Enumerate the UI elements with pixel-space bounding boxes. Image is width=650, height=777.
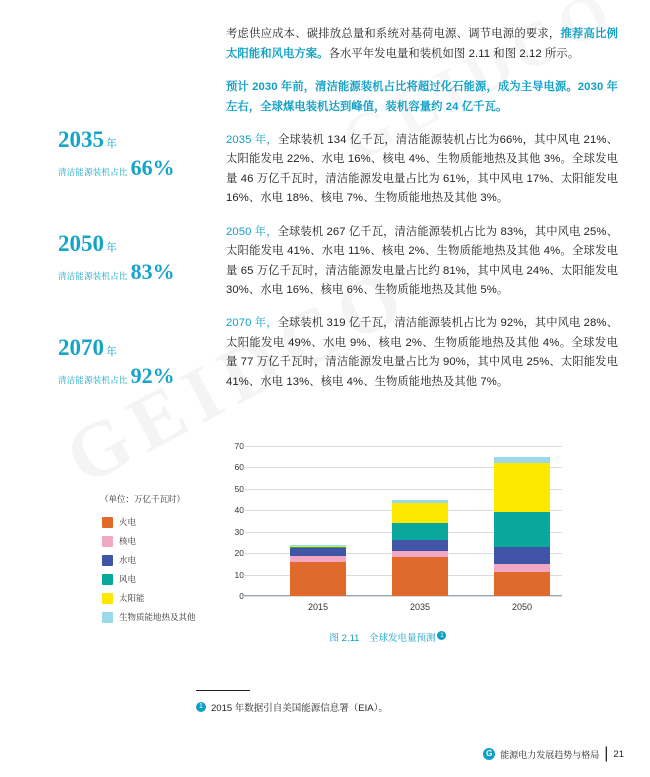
stats-column — [58, 128, 208, 440]
stat-label-2035: 清洁能源装机占比 — [58, 167, 128, 177]
chart-bar-2015 — [290, 545, 346, 596]
footer-page-number: 21 — [613, 748, 624, 760]
chart-legend-swatch-火电 — [102, 517, 113, 528]
footnote-text: 2015 年数据引自美国能源信息署（EIA）。 — [211, 703, 388, 714]
stat-year-group-2035 — [58, 128, 208, 152]
stat-percent-2070: 92% — [130, 363, 175, 388]
chart-y-tick: 0 — [239, 591, 244, 601]
chart-segment-火电 — [290, 562, 346, 596]
chart-y-tick: 20 — [234, 548, 244, 559]
chart-segment-火电 — [494, 572, 550, 596]
stat-label-2050: 清洁能源装机占比 — [58, 271, 128, 281]
chart-legend-swatch-太阳能 — [102, 593, 113, 604]
chart-x-label-2015: 2015 — [307, 602, 329, 612]
paragraph-3-run-2: 全球装机 134 亿千瓦，清洁能源装机占比为66%，其中风电 21%、太阳能发电 22%、水电 16%、核电 4%、生物质能地热及其他 3%。全球发电量 46 万亿千瓦时，清洁能源发电量占比为 61%，其中风电 17%、太阳能发电 16%、水电 18%、核电 7%、生物质能地热及其他 3%。 — [226, 133, 618, 205]
stat-year-2070: 2070 — [58, 335, 104, 360]
stat-row-2035 — [58, 157, 208, 179]
stat-block-2050 — [58, 232, 208, 283]
chart-legend-item — [102, 573, 196, 585]
chart-segment-核电 — [494, 564, 550, 573]
stat-row-2070 — [58, 365, 208, 387]
paragraph-4 — [226, 223, 618, 301]
chart-legend-label: 生物质能地热及其他 — [119, 612, 196, 622]
chart-legend-label: 风电 — [119, 574, 137, 584]
stat-block-2070 — [58, 336, 208, 387]
stat-year-suffix-2035: 年 — [106, 138, 117, 150]
chart-segment-水电 — [392, 540, 448, 551]
stat-year-suffix-2070: 年 — [106, 346, 117, 358]
chart-gridline — [242, 596, 562, 597]
chart-caption-text: 图 2.11 全球发电量预测 — [329, 633, 436, 644]
stat-year-2035: 2035 — [58, 127, 104, 152]
paragraph-1-run-1: 考虑供应成本、碳排放总量和系统对基荷电源、调节电源的要求， — [226, 28, 561, 41]
chart-segment-风电 — [392, 523, 448, 540]
page-footer — [483, 745, 624, 763]
chart-legend-label: 核电 — [119, 536, 137, 546]
chart-y-tick: 70 — [234, 441, 244, 451]
paragraph-3-run-1: 2035 年， — [226, 133, 278, 146]
chart-legend — [102, 516, 196, 630]
stat-year-group-2050 — [58, 232, 208, 256]
paragraph-1-run-3: 各水平年发电量和装机如图 2.11 和图 2.12 所示。 — [328, 47, 580, 60]
chart-plot-area — [214, 441, 562, 614]
chart-caption-superscript: 1 — [437, 631, 446, 640]
chart-legend-swatch-水电 — [102, 555, 113, 566]
chart-segment-水电 — [290, 548, 346, 556]
stat-year-group-2070 — [58, 336, 208, 360]
chart-legend-swatch-风电 — [102, 574, 113, 585]
paragraph-5 — [226, 314, 618, 392]
chart-bar-2035 — [392, 500, 448, 596]
chart-legend-label: 水电 — [119, 555, 137, 565]
footer-separator: | — [604, 745, 609, 762]
chart-legend-item — [102, 592, 196, 604]
chart-segment-太阳能 — [392, 503, 448, 523]
chart-y-tick: 30 — [234, 526, 244, 537]
chart-legend-item — [102, 535, 196, 547]
chart-segment-水电 — [494, 547, 550, 564]
chart-segment-火电 — [392, 557, 448, 596]
paragraph-5-run-2: 全球装机 319 亿千瓦，清洁能源装机占比为 92%，其中风电 28%、太阳能发电 49%、水电 9%、核电 2%、生物质能地热及其他 4%。全球发电量 77 万亿千瓦时，清洁能源发电量占比为 90%，其中风电 25%、太阳能发电 41%、水电 13%、核电 4%、生物质能地热及其他 7%。 — [226, 317, 618, 388]
footer-logo-icon: G — [483, 748, 495, 760]
paragraph-1 — [226, 25, 618, 64]
stat-block-2035 — [58, 128, 208, 179]
chart-x-label-2050: 2050 — [511, 602, 533, 612]
chart-segment-风电 — [494, 512, 550, 546]
chart-legend-swatch-核电 — [102, 536, 113, 547]
paragraph-4-run-2: 全球装机 267 亿千瓦，清洁能源装机占比为 83%，其中风电 25%、太阳能发电 41%、水电 11%、核电 2%、生物质能地热及其他 4%。全球发电量 65 万亿千瓦时，清洁能源发电量占比约 81%，其中风电 24%、太阳能发电 30%、水电 16%、核电 6%、生物质能地热及其他 5%。 — [226, 225, 618, 296]
chart-caption — [214, 630, 562, 644]
chart-bar-2050 — [494, 457, 550, 596]
chart-x-label-2035: 2035 — [409, 602, 431, 612]
chart-y-tick: 10 — [234, 569, 244, 580]
chart-y-tick: 60 — [234, 462, 244, 473]
footnote-marker: 1 — [196, 702, 206, 712]
stat-label-2070: 清洁能源装机占比 — [58, 375, 128, 385]
body-text-column — [226, 14, 618, 406]
paragraph-2 — [226, 78, 618, 117]
paragraph-2-run-1: 预计 2030 年前，清洁能源装机占比将超过化石能源，成为主导电源。2030 年左右，全球煤电装机达到峰值，装机容量约 24 亿千瓦。 — [226, 81, 618, 113]
paragraph-5-run-1: 2070 年， — [226, 317, 278, 330]
chart-y-tick: 40 — [234, 505, 244, 516]
chart-legend-swatch-生物质能地热及其他 — [102, 612, 113, 623]
footnote-divider — [196, 690, 250, 691]
footer-title: 能源电力发展趋势与格局 — [500, 749, 600, 760]
stat-row-2050 — [58, 261, 208, 283]
paragraph-4-run-1: 2050 年， — [226, 225, 278, 238]
chart-bars — [242, 446, 562, 596]
paragraph-3 — [226, 131, 618, 209]
chart-segment-太阳能 — [494, 463, 550, 512]
chart-legend-item — [102, 554, 196, 566]
chart-y-tick: 50 — [234, 483, 244, 494]
footnote-row — [196, 700, 616, 714]
stat-percent-2035: 66% — [130, 155, 175, 180]
chart-legend-item — [102, 516, 196, 528]
stat-percent-2050: 83% — [130, 259, 175, 284]
footnote — [196, 690, 616, 714]
paragraph-1-run-2: 推荐高比例太阳能和风电方案。 — [226, 28, 618, 60]
chart-unit-label: （单位：万亿千瓦时） — [100, 494, 186, 504]
chart-legend-label: 火电 — [119, 517, 137, 527]
chart-legend-label: 太阳能 — [119, 593, 145, 603]
stat-year-suffix-2050: 年 — [106, 242, 117, 254]
chart-figure — [92, 438, 572, 644]
chart-legend-item — [102, 611, 196, 623]
stat-year-2050: 2050 — [58, 231, 104, 256]
